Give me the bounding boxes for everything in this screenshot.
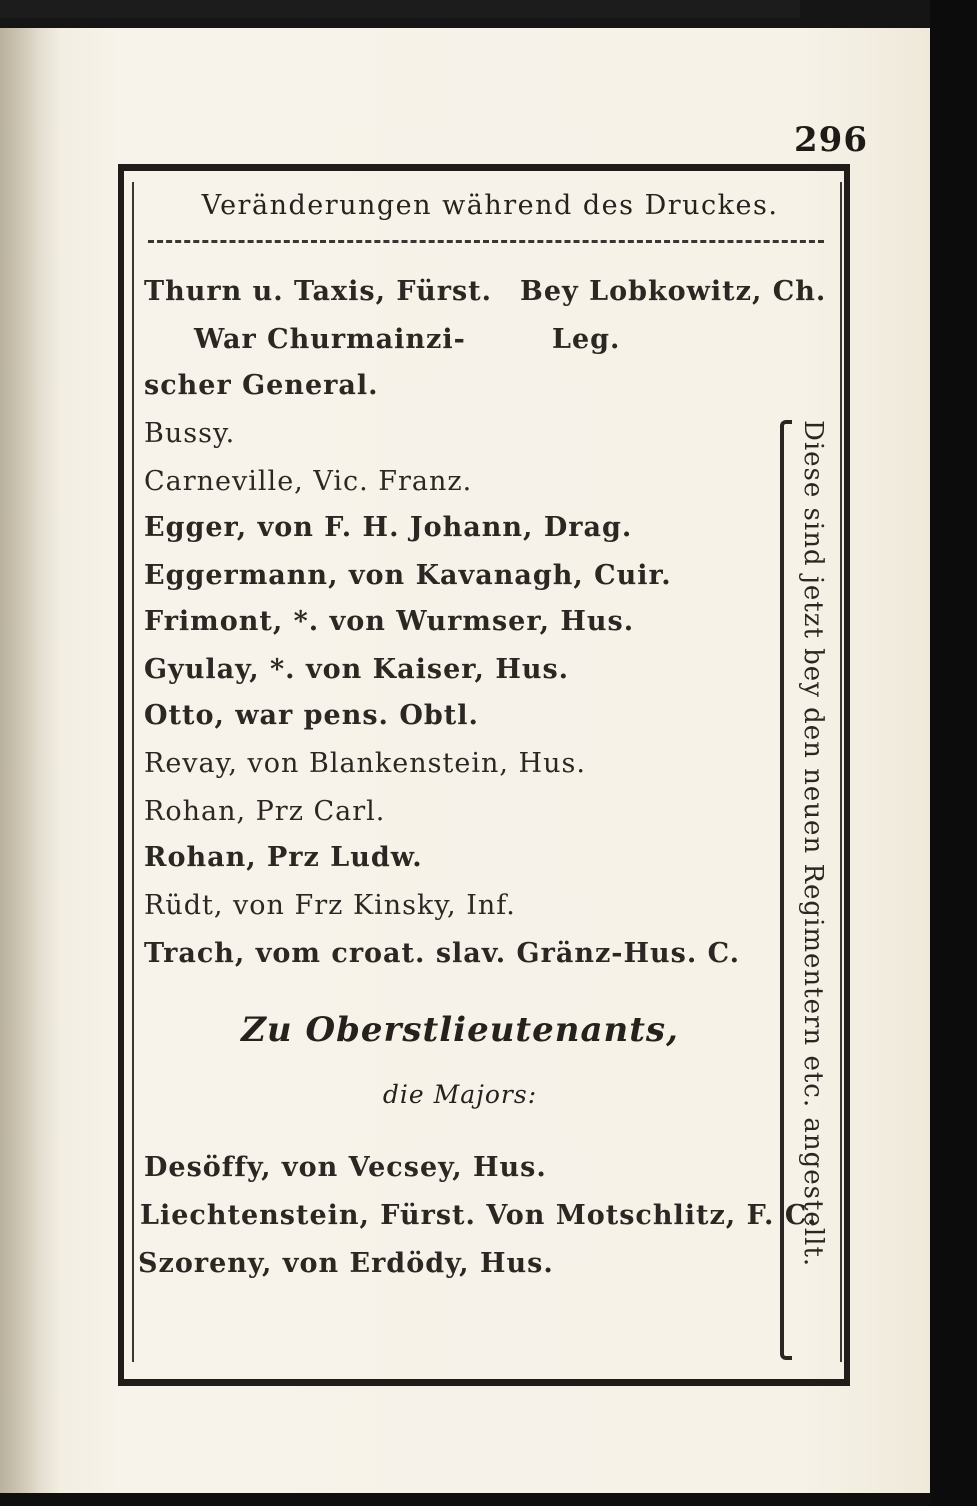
right-dark-edge [930,0,977,1506]
entry-line: Rohan, Prz Carl. [144,796,386,827]
entry-line: Egger, von F. H. Johann, Drag. [144,512,633,543]
page-number: 296 [794,120,868,160]
entry-line: Eggermann, von Kavanagh, Cuir. [144,560,672,591]
entry-line: Otto, war pens. Obtl. [144,700,479,731]
entry-line: Carneville, Vic. Franz. [144,466,473,497]
section-subtitle: die Majors: [382,1080,538,1109]
section-title: Zu Oberstlieutenants, [241,1010,679,1050]
gutter-shadow [0,28,60,1493]
side-bracket [780,420,792,1360]
entry-top-left-1: Thurn u. Taxis, Fürst. [144,276,493,307]
top-dark-bar [0,0,800,18]
page-header: Veränderungen während des Druckes. [201,190,779,221]
entry-line: Rohan, Prz Ludw. [144,842,423,873]
side-note-text: Diese sind jetzt bey den neuen Regimentern etc. angestellt. [798,420,828,1268]
entry-top-left-3: scher General. [144,370,379,401]
section-entry: Desöffy, von Vecsey, Hus. [144,1152,547,1183]
section-entry: Liechtenstein, Fürst. Von Motschlitz, F. C. [140,1200,818,1231]
entry-top-left-2: War Churmainzi- [194,324,466,355]
entry-top-right-2: Leg. [552,324,621,355]
entry-top-right-1: Bey Lobkowitz, Ch. [520,276,827,307]
side-note [798,420,838,1360]
entry-line: Bussy. [144,418,236,449]
header-rule [148,240,824,243]
entry-line: Trach, vom croat. slav. Gränz-Hus. C. [144,938,741,969]
entry-line: Rüdt, von Frz Kinsky, Inf. [144,890,516,921]
section-entry: Szoreny, von Erdödy, Hus. [138,1248,554,1279]
entry-line: Frimont, *. von Wurmser, Hus. [144,606,635,637]
inner-rule-left [132,182,134,1362]
entry-line: Revay, von Blankenstein, Hus. [144,748,586,779]
entry-line: Gyulay, *. von Kaiser, Hus. [144,654,570,685]
inner-rule-right [840,182,842,1362]
